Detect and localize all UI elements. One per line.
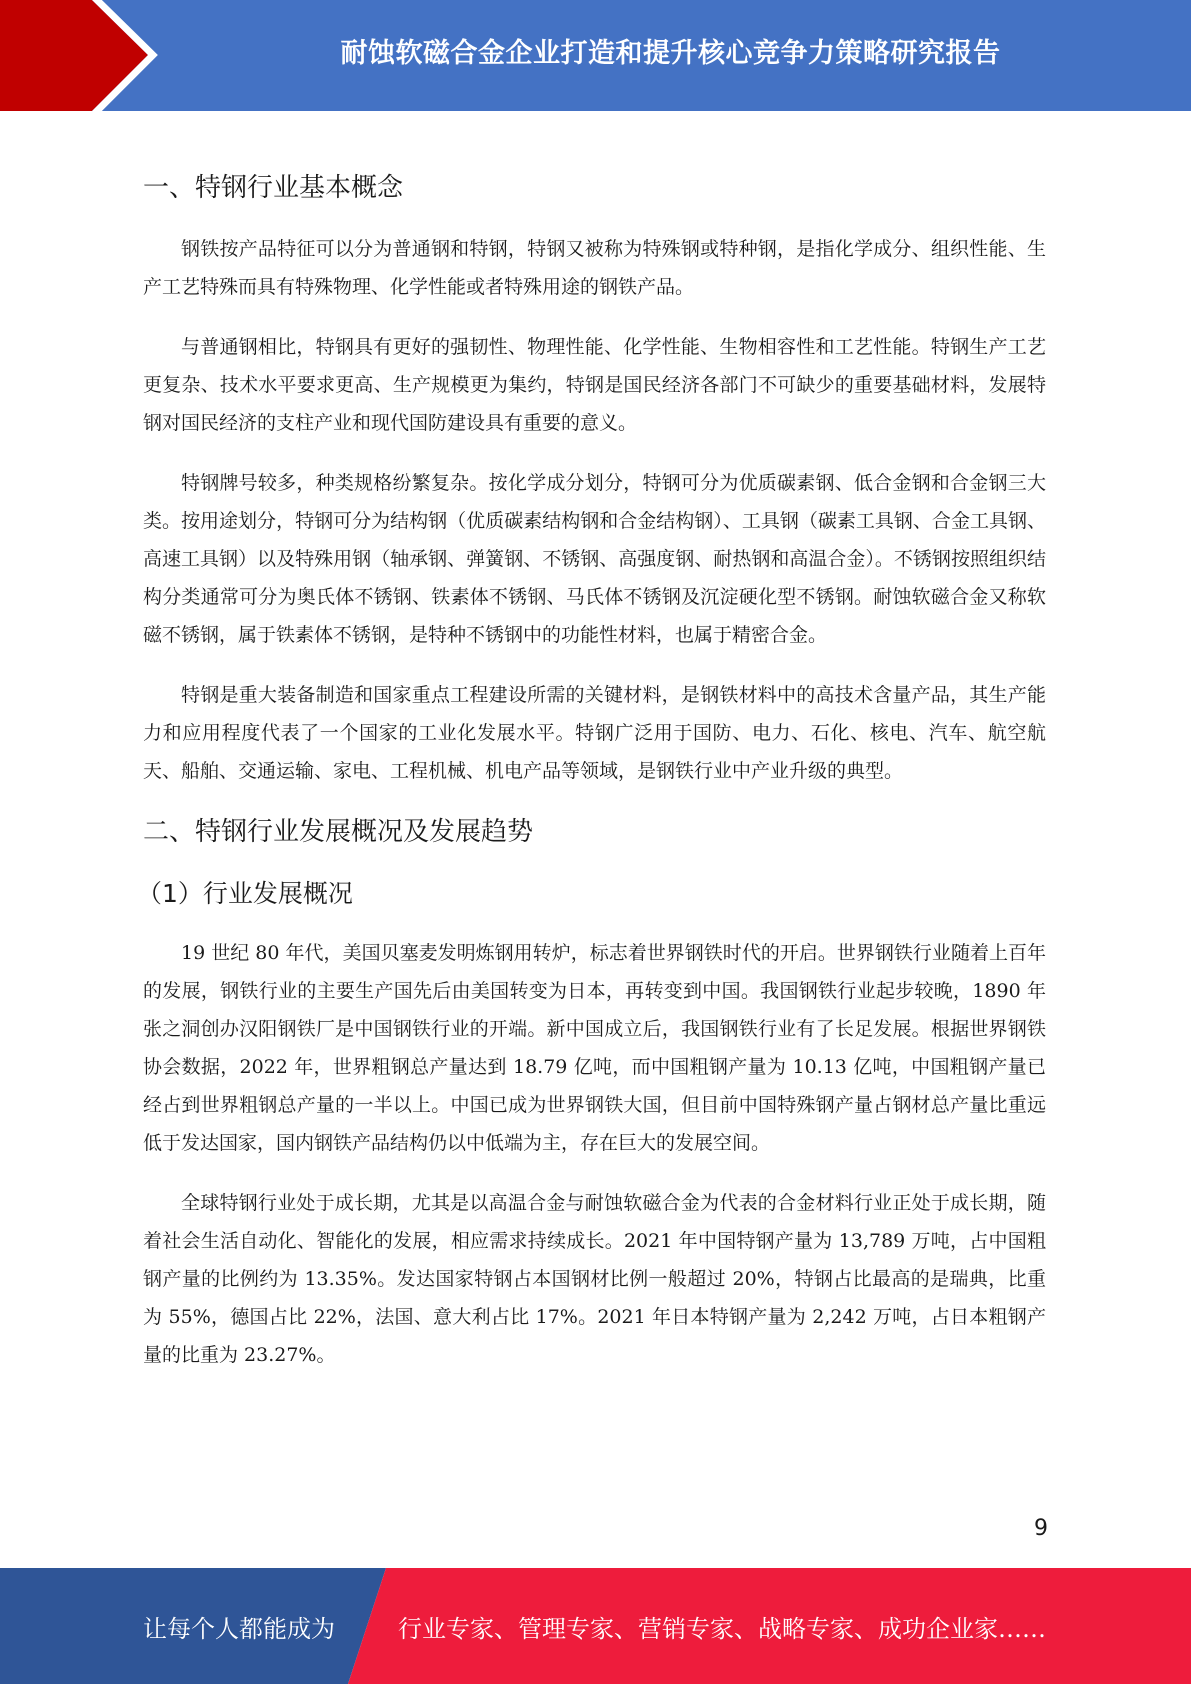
page-number: 9 [1034, 1516, 1048, 1541]
footer-slogan-right: 行业专家、管理专家、营销专家、战略专家、成功企业家…… [398, 1614, 1046, 1643]
section-heading-2: 二、特钢行业发展概况及发展趋势 [143, 817, 534, 847]
page-footer [0, 1568, 1191, 1684]
report-title: 耐蚀软磁合金企业打造和提升核心竞争力策略研究报告 [340, 37, 1001, 69]
paragraph: 19 世纪 80 年代，美国贝塞麦发明炼钢用转炉，标志着世界钢铁时代的开启。世界钢铁行业随着上百年的发展，钢铁行业的主要生产国先后由美国转变为日本，再转变到中国。我国钢铁行业起步较晚，1890 年张之洞创办汉阳钢铁厂是中国钢铁行业的开端。新中国成立后，我国钢铁行业有了长足发展。根据世界钢铁协会数据，2022 年，世界粗钢总产量达到 18.79 亿吨，而中国粗钢产量为 10.13 亿吨，中国粗钢产量已经占到世界粗钢总产量的一半以上。中国已成为世界钢铁大国，但目前中国特殊钢产量占钢材总产量比重远低于发达国家，国内钢铁产品结构仍以中低端为主，存在巨大的发展空间。 [143, 942, 1046, 1154]
section-heading-1: 一、特钢行业基本概念 [143, 173, 404, 203]
footer-slogan-left: 让每个人都能成为 [143, 1614, 335, 1643]
paragraph: 特钢牌号较多，种类规格纷繁复杂。按化学成分划分，特钢可分为优质碳素钢、低合金钢和合金钢三大类。按用途划分，特钢可分为结构钢（优质碳素结构钢和合金结构钢）、工具钢（碳素工具钢、合金工具钢、高速工具钢）以及特殊用钢（轴承钢、弹簧钢、不锈钢、高强度钢、耐热钢和高温合金）。不锈钢按照组织结构分类通常可分为奥氏体不锈钢、铁素体不锈钢、马氏体不锈钢及沉淀硬化型不锈钢。耐蚀软磁合金又称软磁不锈钢，属于铁素体不锈钢，是特种不锈钢中的功能性材料，也属于精密合金。 [143, 472, 1046, 646]
subsection-heading: （1）行业发展概况 [137, 879, 353, 908]
paragraph: 钢铁按产品特征可以分为普通钢和特钢，特钢又被称为特殊钢或特种钢，是指化学成分、组织性能、生产工艺特殊而具有特殊物理、化学性能或者特殊用途的钢铁产品。 [143, 238, 1046, 298]
page-content [137, 168, 1046, 1396]
paragraph: 特钢是重大装备制造和国家重点工程建设所需的关键材料，是钢铁材料中的高技术含量产品，其生产能力和应用程度代表了一个国家的工业化发展水平。特钢广泛用于国防、电力、石化、核电、汽车、航空航天、船舶、交通运输、家电、工程机械、机电产品等领域，是钢铁行业中产业升级的典型。 [143, 684, 1046, 782]
paragraph: 全球特钢行业处于成长期，尤其是以高温合金与耐蚀软磁合金为代表的合金材料行业正处于成长期，随着社会生活自动化、智能化的发展，相应需求持续成长。2021 年中国特钢产量为 13,789 万吨，占中国粗钢产量的比例约为 13.35%。发达国家特钢占本国钢材比例一般超过 20%，特钢占比最高的是瑞典，比重为 55%，德国占比 22%，法国、意大利占比 17%。2021 年日本特钢产量为 2,242 万吨，占日本粗钢产量的比重为 23.27%。 [143, 1192, 1046, 1366]
page-header [0, 0, 1191, 111]
paragraph: 与普通钢相比，特钢具有更好的强韧性、物理性能、化学性能、生物相容性和工艺性能。特钢生产工艺更复杂、技术水平要求更高、生产规模更为集约，特钢是国民经济各部门不可缺少的重要基础材料，发展特钢对国民经济的支柱产业和现代国防建设具有重要的意义。 [143, 336, 1046, 434]
